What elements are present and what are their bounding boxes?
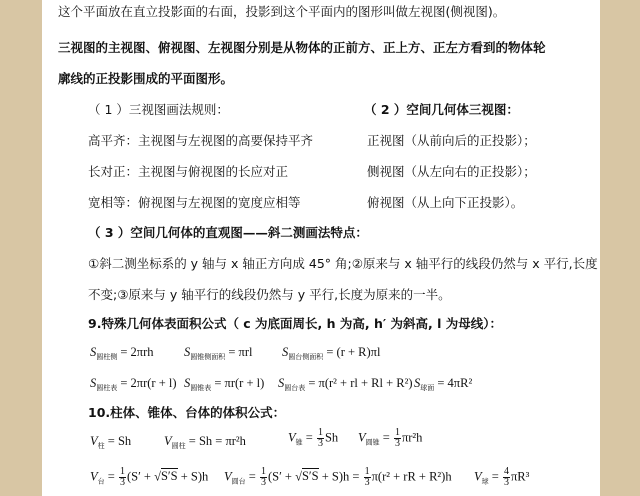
heading-solid-three-views: （ 2 ）空间几何体三视图： [364, 102, 519, 117]
text-line-three-views-1: 三视图的主视图、俯视图、左视图分别是从物体的正前方、正上方、正左方看到的物体轮 [58, 40, 546, 55]
rule-height-aligned: 高平齐：主视图与左视图的高要保持平齐 [88, 133, 314, 148]
formula-frustum-total-area: $S_{圆台表} = \pi(r^2$ + rl + Rl + R²) [278, 376, 413, 392]
formula-frustum-volume: $V_台$ = $\frac{1}{3}$ (S′ + √S′S + S)h [90, 466, 209, 488]
document-page [42, 0, 600, 496]
formula-round-frustum-volume: $V_{圆台}$ = $\frac{1}{3}$ (S′ + √S′S + S)h = $\frac{1}{3}$ π(r² + rR + R²)h [224, 466, 452, 488]
formula-pyramid-volume: $V_锥$ = $\frac{1}{3}$ Sh [288, 427, 339, 449]
formula-cylinder-total-area: $S_{圆柱表} = 2\pi r(r + l)$ [90, 376, 177, 392]
formula-frustum-lateral-area: $S_{圆台侧面积} = (r + R)\pi l$ [282, 345, 381, 361]
formula-sphere-area: $S_{球面} = 4\pi R^2$ [414, 376, 473, 392]
formula-cylinder-volume: $V_{圆柱} = Sh = \pi r^2h$ [164, 434, 246, 450]
heading-drawing-rules: （ 1 ）三视图画法规则： [88, 102, 229, 117]
oblique-rule-2: 不变;③原来与 y 轴平行的线段仍然与 y 平行,长度为原来的一半。 [88, 287, 451, 302]
view-front: 正视图（从前向后的正投影）； [367, 133, 536, 148]
rule-width-equal: 宽相等：俯视图与左视图的宽度应相等 [88, 195, 301, 210]
heading-surface-area: 9.特殊几何体表面积公式（ c 为底面周长, h 为高, h′ 为斜高, l 为母线）： [88, 316, 503, 331]
text-line-three-views-2: 廓线的正投影围成的平面图形。 [58, 71, 234, 86]
heading-oblique-drawing: （ 3 ）空间几何体的直观图——斜二测画法特点： [88, 225, 368, 240]
text-line-left-view: 这个平面放在直立投影面的右面，投影到这个平面内的图形叫做左视图(侧视图)。 [58, 4, 506, 19]
formula-cone-lateral-area: $S_{圆锥侧面积} = \pi rl$ [184, 345, 253, 361]
oblique-rule-1: ①斜二测坐标系的 y 轴与 x 轴正方向成 45° 角;②原来与 x 轴平行的线段仍然与 x 平行,长度 [88, 256, 598, 271]
heading-volume: 10.柱体、锥体、台体的体积公式： [88, 405, 286, 420]
formula-sphere-volume: $V_球$ = $\frac{4}{3}$ πR³ [474, 466, 530, 488]
formula-prism-volume: $V_柱 = Sh$ [90, 434, 132, 450]
view-top: 俯视图（从上向下正投影）。 [367, 195, 524, 210]
formula-cone-total-area: $S_{圆锥表} = \pi r(r + l)$ [184, 376, 265, 392]
formula-cone-volume: $V_{圆锥}$ = $\frac{1}{3}$ πr²h [358, 427, 423, 449]
rule-length-aligned: 长对正：主视图与俯视图的长应对正 [88, 164, 289, 179]
view-side: 侧视图（从左向右的正投影）； [367, 164, 536, 179]
formula-cylinder-lateral-area: $S_{圆柱侧} = 2\pi rh$ [90, 345, 154, 361]
